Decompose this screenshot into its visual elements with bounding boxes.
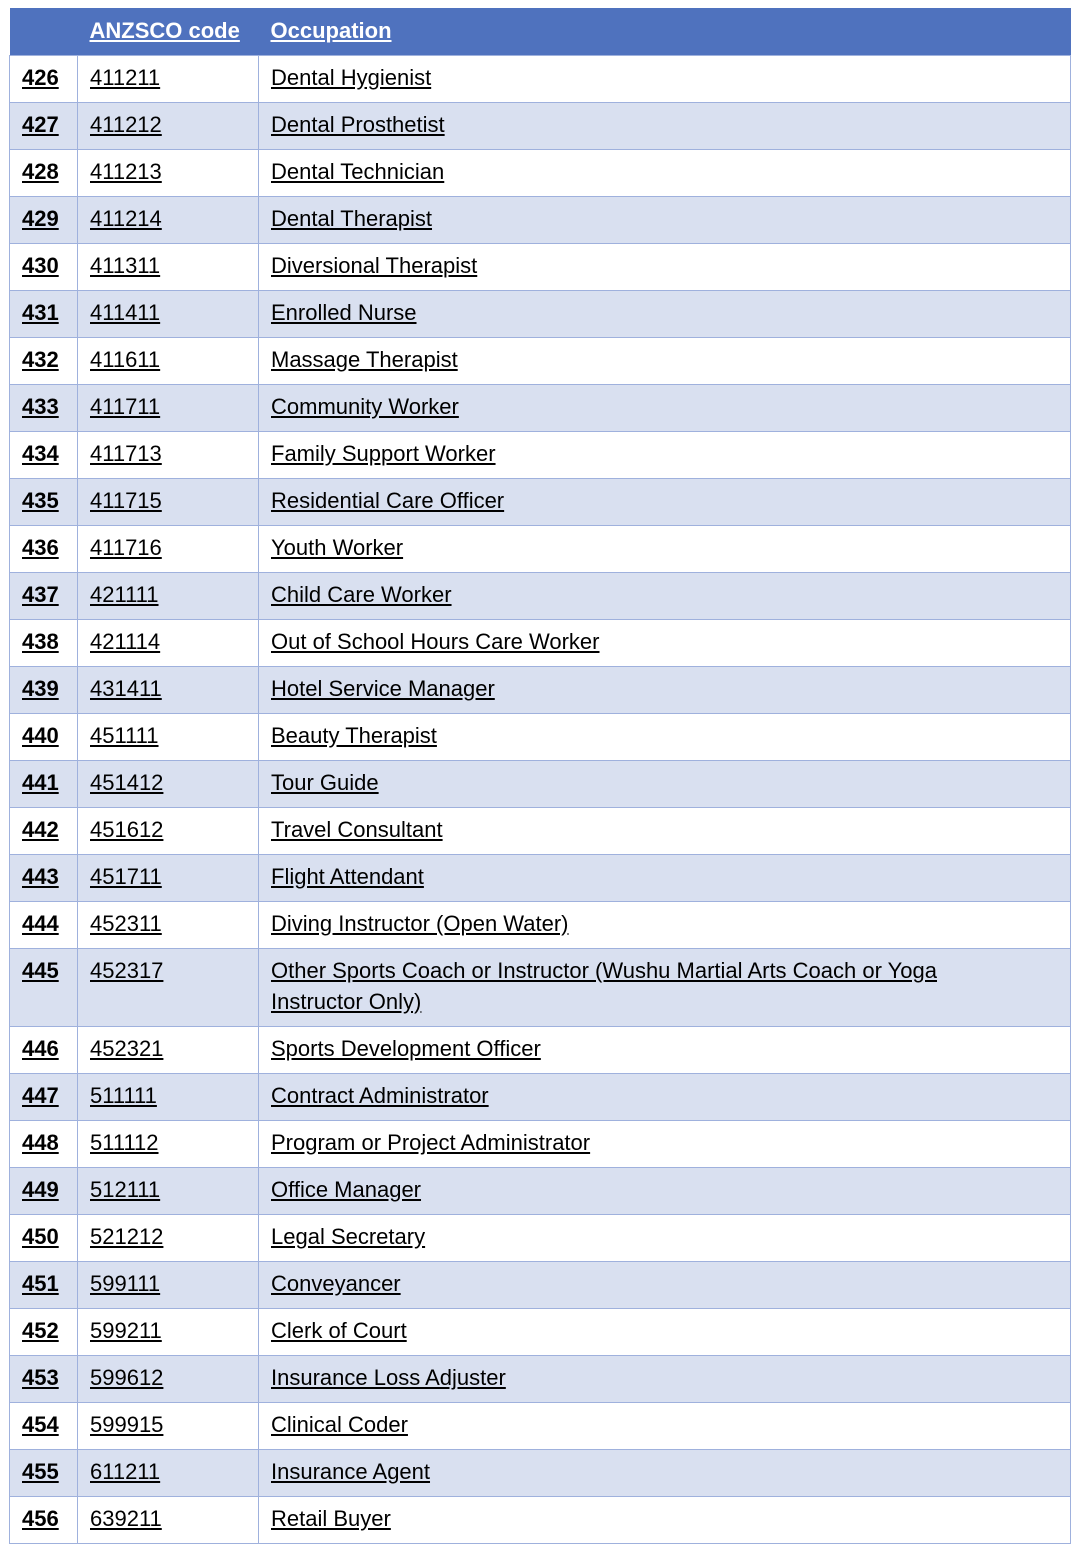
occupation-link[interactable]: Youth Worker	[259, 525, 1071, 572]
row-number[interactable]: 439	[10, 666, 78, 713]
anzsco-code-link[interactable]: 411713	[78, 431, 259, 478]
occupation-link[interactable]: Beauty Therapist	[259, 713, 1071, 760]
occupation-link[interactable]: Community Worker	[259, 384, 1071, 431]
row-number[interactable]: 450	[10, 1214, 78, 1261]
anzsco-code-link[interactable]: 452311	[78, 901, 259, 948]
anzsco-code-link[interactable]: 451111	[78, 713, 259, 760]
occupation-table	[9, 8, 1071, 1544]
anzsco-code-link[interactable]: 411211	[78, 55, 259, 102]
table-row	[10, 1073, 1071, 1120]
table-row	[10, 384, 1071, 431]
occupation-link[interactable]: Contract Administrator	[259, 1073, 1071, 1120]
row-number[interactable]: 437	[10, 572, 78, 619]
occupation-link[interactable]: Dental Technician	[259, 149, 1071, 196]
row-number[interactable]: 438	[10, 619, 78, 666]
row-number[interactable]: 433	[10, 384, 78, 431]
table-row	[10, 196, 1071, 243]
anzsco-code-link[interactable]: 421111	[78, 572, 259, 619]
occupation-link[interactable]: Legal Secretary	[259, 1214, 1071, 1261]
row-number[interactable]: 429	[10, 196, 78, 243]
row-number[interactable]: 440	[10, 713, 78, 760]
anzsco-code-link[interactable]: 639211	[78, 1496, 259, 1543]
row-number[interactable]: 444	[10, 901, 78, 948]
row-number[interactable]: 427	[10, 102, 78, 149]
row-number[interactable]: 443	[10, 854, 78, 901]
row-number[interactable]: 441	[10, 760, 78, 807]
row-number[interactable]: 451	[10, 1261, 78, 1308]
table-row	[10, 948, 1071, 1026]
occupation-link[interactable]: Clerk of Court	[259, 1308, 1071, 1355]
occupation-link[interactable]: Tour Guide	[259, 760, 1071, 807]
occupation-link[interactable]: Dental Prosthetist	[259, 102, 1071, 149]
row-number[interactable]: 435	[10, 478, 78, 525]
row-number[interactable]: 452	[10, 1308, 78, 1355]
table-row	[10, 760, 1071, 807]
row-number[interactable]: 456	[10, 1496, 78, 1543]
header-row	[10, 8, 1071, 55]
anzsco-code-link[interactable]: 451612	[78, 807, 259, 854]
anzsco-code-link[interactable]: 599612	[78, 1355, 259, 1402]
table-row	[10, 1167, 1071, 1214]
anzsco-code-link[interactable]: 411611	[78, 337, 259, 384]
table-row	[10, 431, 1071, 478]
anzsco-code-link[interactable]: 599211	[78, 1308, 259, 1355]
header-anzsco-code[interactable]: ANZSCO code	[89, 18, 240, 44]
row-number[interactable]: 446	[10, 1026, 78, 1073]
table-row	[10, 1308, 1071, 1355]
row-number[interactable]: 453	[10, 1355, 78, 1402]
header-occupation[interactable]: Occupation	[270, 18, 392, 44]
table-row	[10, 619, 1071, 666]
table-row	[10, 1120, 1071, 1167]
anzsco-code-link[interactable]: 599111	[78, 1261, 259, 1308]
row-number[interactable]: 432	[10, 337, 78, 384]
table-row	[10, 1355, 1071, 1402]
anzsco-code-link[interactable]: 411311	[78, 243, 259, 290]
table-row	[10, 1214, 1071, 1261]
anzsco-code-link[interactable]: 411715	[78, 478, 259, 525]
table-row	[10, 337, 1071, 384]
occupation-link[interactable]: Diving Instructor (Open Water)	[259, 901, 1071, 948]
row-number[interactable]: 448	[10, 1120, 78, 1167]
anzsco-code-link[interactable]: 411411	[78, 290, 259, 337]
occupation-link[interactable]: Residential Care Officer	[259, 478, 1071, 525]
anzsco-code-link[interactable]: 451711	[78, 854, 259, 901]
row-number[interactable]: 449	[10, 1167, 78, 1214]
table-row	[10, 1402, 1071, 1449]
anzsco-code-link[interactable]: 511111	[78, 1073, 259, 1120]
header-number	[10, 8, 78, 55]
anzsco-code-link[interactable]: 411711	[78, 384, 259, 431]
row-number[interactable]: 431	[10, 290, 78, 337]
table-row	[10, 901, 1071, 948]
anzsco-code-link[interactable]: 452317	[78, 948, 259, 1026]
occupation-link[interactable]: Child Care Worker	[259, 572, 1071, 619]
row-number[interactable]: 436	[10, 525, 78, 572]
anzsco-code-link[interactable]: 599915	[78, 1402, 259, 1449]
anzsco-code-link[interactable]: 431411	[78, 666, 259, 713]
table-row	[10, 525, 1071, 572]
anzsco-code-link[interactable]: 411214	[78, 196, 259, 243]
anzsco-code-link[interactable]: 421114	[78, 619, 259, 666]
occupation-link[interactable]: Out of School Hours Care Worker	[259, 619, 1071, 666]
row-number[interactable]: 426	[10, 55, 78, 102]
occupation-link[interactable]: Office Manager	[259, 1167, 1071, 1214]
occupation-link[interactable]: Travel Consultant	[259, 807, 1071, 854]
table-row	[10, 478, 1071, 525]
occupation-link[interactable]: Conveyancer	[259, 1261, 1071, 1308]
table-row	[10, 1261, 1071, 1308]
anzsco-code-link[interactable]: 521212	[78, 1214, 259, 1261]
row-number[interactable]: 442	[10, 807, 78, 854]
table-row	[10, 854, 1071, 901]
table-row	[10, 55, 1071, 102]
occupation-link[interactable]: Family Support Worker	[259, 431, 1071, 478]
row-number[interactable]: 434	[10, 431, 78, 478]
anzsco-code-link[interactable]: 451412	[78, 760, 259, 807]
table-row	[10, 149, 1071, 196]
occupation-link[interactable]: Massage Therapist	[259, 337, 1071, 384]
anzsco-code-link[interactable]: 411212	[78, 102, 259, 149]
table-row	[10, 290, 1071, 337]
anzsco-code-link[interactable]: 512111	[78, 1167, 259, 1214]
row-number[interactable]: 454	[10, 1402, 78, 1449]
occupation-link[interactable]: Other Sports Coach or Instructor (Wushu Martial Arts Coach or Yoga Instructor Only)	[259, 948, 1071, 1026]
occupation-link[interactable]: Sports Development Officer	[259, 1026, 1071, 1073]
occupation-link[interactable]: Retail Buyer	[259, 1496, 1071, 1543]
anzsco-code-link[interactable]: 511112	[78, 1120, 259, 1167]
table-row	[10, 807, 1071, 854]
occupation-link[interactable]: Enrolled Nurse	[259, 290, 1071, 337]
occupation-link[interactable]: Insurance Agent	[259, 1449, 1071, 1496]
anzsco-code-link[interactable]: 411716	[78, 525, 259, 572]
occupation-list	[9, 8, 1070, 1544]
table-row	[10, 666, 1071, 713]
occupation-link[interactable]: Hotel Service Manager	[259, 666, 1071, 713]
table-row	[10, 1449, 1071, 1496]
occupation-link[interactable]: Dental Therapist	[259, 196, 1071, 243]
table-row	[10, 102, 1071, 149]
occupation-link[interactable]: Clinical Coder	[259, 1402, 1071, 1449]
table-row	[10, 713, 1071, 760]
occupation-link[interactable]: Flight Attendant	[259, 854, 1071, 901]
occupation-link[interactable]: Program or Project Administrator	[259, 1120, 1071, 1167]
occupation-link[interactable]: Dental Hygienist	[259, 55, 1071, 102]
table-body	[10, 55, 1071, 1543]
anzsco-code-link[interactable]: 611211	[78, 1449, 259, 1496]
table-row	[10, 1496, 1071, 1543]
occupation-link[interactable]: Diversional Therapist	[259, 243, 1071, 290]
anzsco-code-link[interactable]: 411213	[78, 149, 259, 196]
table-row	[10, 1026, 1071, 1073]
table-row	[10, 572, 1071, 619]
anzsco-code-link[interactable]: 452321	[78, 1026, 259, 1073]
row-number[interactable]: 447	[10, 1073, 78, 1120]
row-number[interactable]: 455	[10, 1449, 78, 1496]
row-number[interactable]: 445	[10, 948, 78, 1026]
occupation-link[interactable]: Insurance Loss Adjuster	[259, 1355, 1071, 1402]
table-row	[10, 243, 1071, 290]
row-number[interactable]: 428	[10, 149, 78, 196]
row-number[interactable]: 430	[10, 243, 78, 290]
